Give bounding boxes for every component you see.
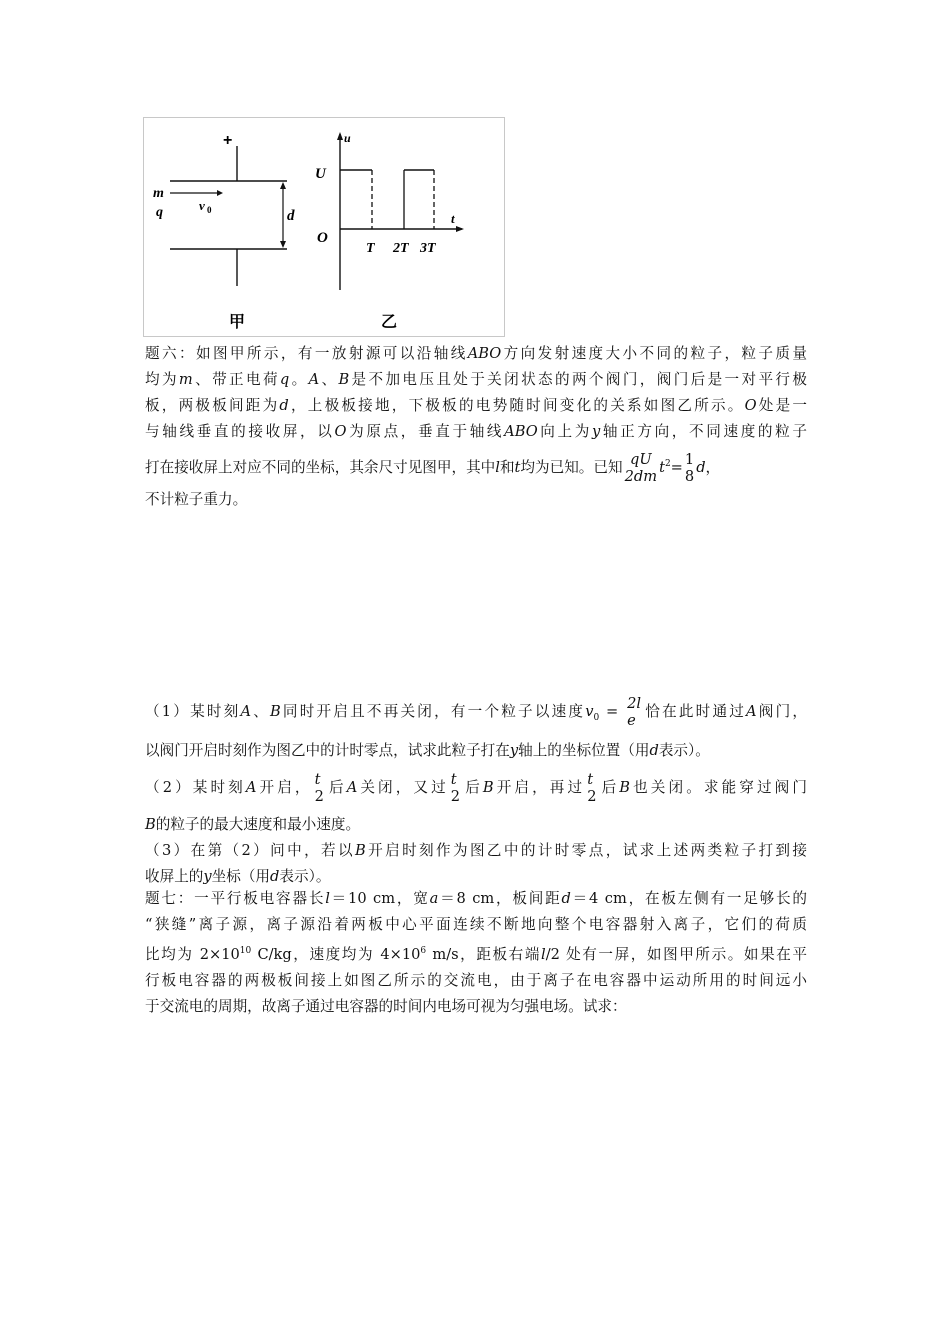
problem-7-line-1: 题七：一平行板电容器长l＝10 cm，宽a＝8 cm，板间距d＝4 cm，在板左侧有一足够长的 <box>145 890 807 907</box>
fraction-t-over-2-a: t 2 <box>314 771 324 805</box>
question-2-line-1: （2）某时刻A开启， t 2 后A关闭，又过 t 2 后B开启，再过 t 2 后B也关闭。求能穿过阀门 <box>145 771 807 805</box>
figure-apparatus-and-voltage-graph <box>143 117 505 337</box>
velocity-label: v <box>199 198 205 213</box>
caption-yi: 乙 <box>381 312 398 331</box>
problem-6-line-3: 板，两极板间距为d，上极板接地，下极板的电势随时间变化的关系如图乙所示。O处是一 <box>145 397 807 414</box>
question-3-text: （3）在第（2）问中，若以B开启时刻作为图乙中的计时零点，试求上述两类粒子打到接 收屏上的y坐标（用d表示）。 <box>145 842 807 885</box>
fraction-2l-over-e: 2l e <box>627 695 642 729</box>
problem-6-line-1: 题六：如图甲所示，有一放射源可以沿轴线ABO方向发射速度大小不同的粒子，粒子质量 <box>145 345 807 362</box>
origin-label: O <box>317 230 328 246</box>
tick-label-2T: 2T <box>393 241 409 256</box>
problem-6-given-line: 打在接收屏上对应不同的坐标，其余尺寸见图甲，其中l和t均为已知。已知 qU 2dm $t^2=$ 1 8 d， <box>145 450 721 485</box>
problem-6-line-4: 与轴线垂直的接收屏，以O为原点，垂直于轴线ABO向上为y轴正方向，不同速度的粒子 <box>145 423 807 440</box>
question-1-line-2: 以阀门开启时刻作为图乙中的计时零点，试求此粒子打在y轴上的坐标位置（用d表示）。 <box>145 742 710 759</box>
problem-6-line-2: 均为m、带正电荷q。A、B是不加电压且处于关闭状态的两个阀门，阀门后是一对平行极 <box>145 371 807 388</box>
problem-7-line-5: 于交流电的周期，故离子通过电容器的时间内电场可视为匀强电场。试求： <box>145 997 627 1015</box>
u-axis-label: u <box>344 131 351 145</box>
problem-6-line-6: 不计粒子重力。 <box>145 491 248 508</box>
voltage-graph <box>315 131 464 290</box>
question-2-line-2: B的粒子的最大速度和最小速度。 <box>145 816 361 833</box>
problem-7-line-2: “狭缝”离子源，离子源沿着两板中心平面连续不断地向整个电容器射入离子，它们的荷质 <box>145 916 807 933</box>
problem-7-text <box>145 886 807 1020</box>
fraction-t-over-2-c: t 2 <box>587 771 597 805</box>
fraction-1-over-8: 1 8 <box>684 450 695 485</box>
u-axis-arrowhead <box>337 132 343 140</box>
plus-sign: + <box>223 132 233 149</box>
u-value-label: U <box>315 166 326 182</box>
fraction-qU-over-2dm: qU 2dm <box>624 450 658 485</box>
fraction-t-over-2-b: t 2 <box>450 771 461 805</box>
caption-jia: 甲 <box>229 312 246 331</box>
charge-label: q <box>156 205 163 220</box>
velocity-subscript: 0 <box>207 205 212 215</box>
problem-7-line-3: 比均为 $2\times 10^{10}$ C/kg，速度均为 $4\times 10^6$ m/s，距板右端l/2 处有一屏，如图甲所示。如果在平 <box>145 945 807 963</box>
t-axis-arrowhead <box>456 226 464 232</box>
velocity-arrowhead <box>217 190 223 196</box>
figure-svg <box>144 118 506 338</box>
mass-label: m <box>153 186 164 201</box>
tick-label-T: T <box>366 241 375 256</box>
problem-6-text <box>145 341 807 445</box>
question-1-line-1: （1）某时刻A、B同时开启且不再关闭，有一个粒子以速度$v_0$ = 2l e 恰在此时通过A阀门， <box>145 695 807 729</box>
problem-7-line-4: 行板电容器的两极板间接上如图乙所示的交流电，由于离子在电容器中运动所用的时间远小 <box>145 971 807 989</box>
tick-label-3T: 3T <box>420 241 436 256</box>
t-axis-label: t <box>451 211 455 226</box>
gap-arrow-bottom <box>280 241 286 248</box>
gap-label: d <box>287 208 295 224</box>
gap-arrow-top <box>280 182 286 189</box>
